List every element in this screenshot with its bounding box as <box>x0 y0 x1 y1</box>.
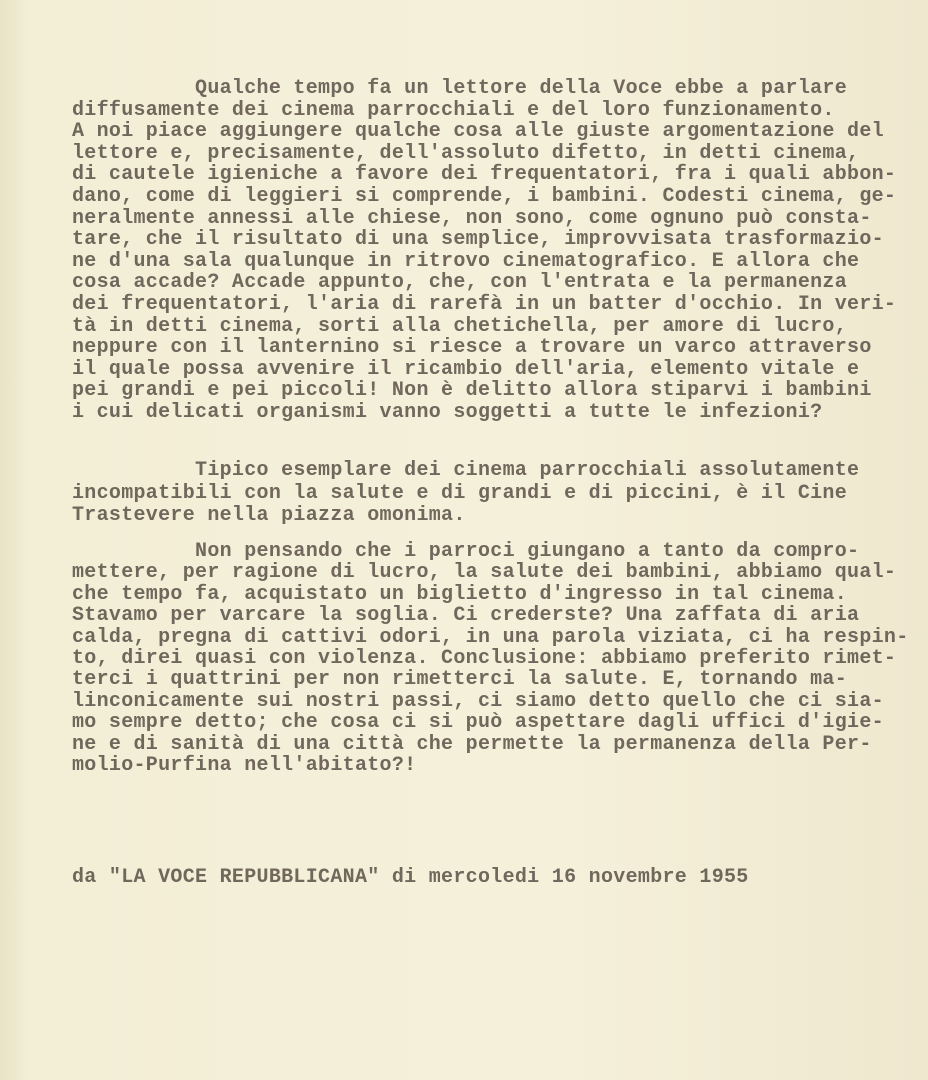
source-citation: da "LA VOCE REPUBBLICANA" di mercoledi 16 novembre 1955 <box>72 866 749 889</box>
paragraph-1-line: cosa accade? Accade appunto, che, con l'entrata e la permanenza <box>72 271 848 295</box>
paragraph-1-line: ne d'una sala qualunque in ritrovo cinematografico. E allora che <box>72 249 860 273</box>
paragraph-3-line: terci i quattrini per non rimetterci la salute. E, tornando ma- <box>72 668 848 692</box>
paragraph-3-line: che tempo fa, acquistato un biglietto d'ingresso in tal cinema. <box>72 582 848 606</box>
paragraph-3-line: to, direi quasi con violenza. Conclusione: abbiamo preferito rimet- <box>72 647 897 670</box>
paragraph-1-line: di cautele igieniche a favore dei frequentatori, fra i quali abbon- <box>72 163 897 187</box>
paragraph-1-line: diffusamente dei cinema parrocchiali e del loro funzionamento. <box>72 98 835 122</box>
paragraph-3-line: calda, pregna di cattivi odori, in una parola viziata, ci ha respin- <box>72 625 909 649</box>
paragraph-2-line: Tipico esemplare dei cinema parrocchiali assolutamente <box>72 459 860 482</box>
paragraph-1-line: neppure con il lanternino si riesce a trovare un varco attraverso <box>72 336 872 360</box>
paragraph-1-line: tà in detti cinema, sorti alla chetichella, per amore di lucro, <box>72 314 848 338</box>
paragraph-1-line: pei grandi e pei piccoli! Non è delitto allora stiparvi i bambini <box>72 379 872 403</box>
paragraph-1-line: Qualche tempo fa un lettore della Voce ebbe a parlare <box>72 77 848 100</box>
paragraph-3-line: mo sempre detto; che cosa ci si può aspettare dagli uffici d'igie- <box>72 711 884 735</box>
paragraph-1-line: tare, che il risultato di una semplice, improvvisata trasformazio- <box>72 228 884 252</box>
paragraph-1-line: dei frequentatori, l'aria di rarefà in un batter d'occhio. In veri- <box>72 293 897 316</box>
paragraph-3-line: Stavamo per varcare la soglia. Ci crederste? Una zaffata di aria <box>72 604 860 628</box>
paragraph-3-line: Non pensando che i parroci giungano a tanto da compro- <box>72 540 860 563</box>
paragraph-3-line: molio-Purfina nell'abitato?! <box>72 754 417 777</box>
paragraph-2-line: incompatibili con la salute e di grandi e di piccini, è il Cine <box>72 481 848 505</box>
paragraph-1-line: dano, come di leggieri si comprende, i bambini. Codesti cinema, ge- <box>72 185 897 208</box>
paragraph-1-line: A noi piace aggiungere qualche cosa alle giuste argomentazione del <box>72 120 884 144</box>
paragraph-1-line: il quale possa avvenire il ricambio dell'aria, elemento vitale e <box>72 357 860 381</box>
paragraph-1-line: lettore e, precisamente, dell'assoluto difetto, in detti cinema, <box>72 141 860 165</box>
paragraph-2-line: Trastevere nella piazza omonima. <box>72 504 466 527</box>
paragraph-1-line: neralmente annessi alle chiese, non sono, come ognuno può consta- <box>72 206 872 230</box>
paragraph-3-line: ne e di sanità di una città che permette la permanenza della Per- <box>72 732 872 756</box>
paragraph-3-line: linconicamente sui nostri passi, ci siamo detto quello che ci sia- <box>72 689 884 713</box>
paragraph-3-line: mettere, per ragione di lucro, la salute dei bambini, abbiamo qual- <box>72 561 897 585</box>
paragraph-1-line: i cui delicati organismi vanno soggetti a tutte le infezioni? <box>72 401 823 424</box>
